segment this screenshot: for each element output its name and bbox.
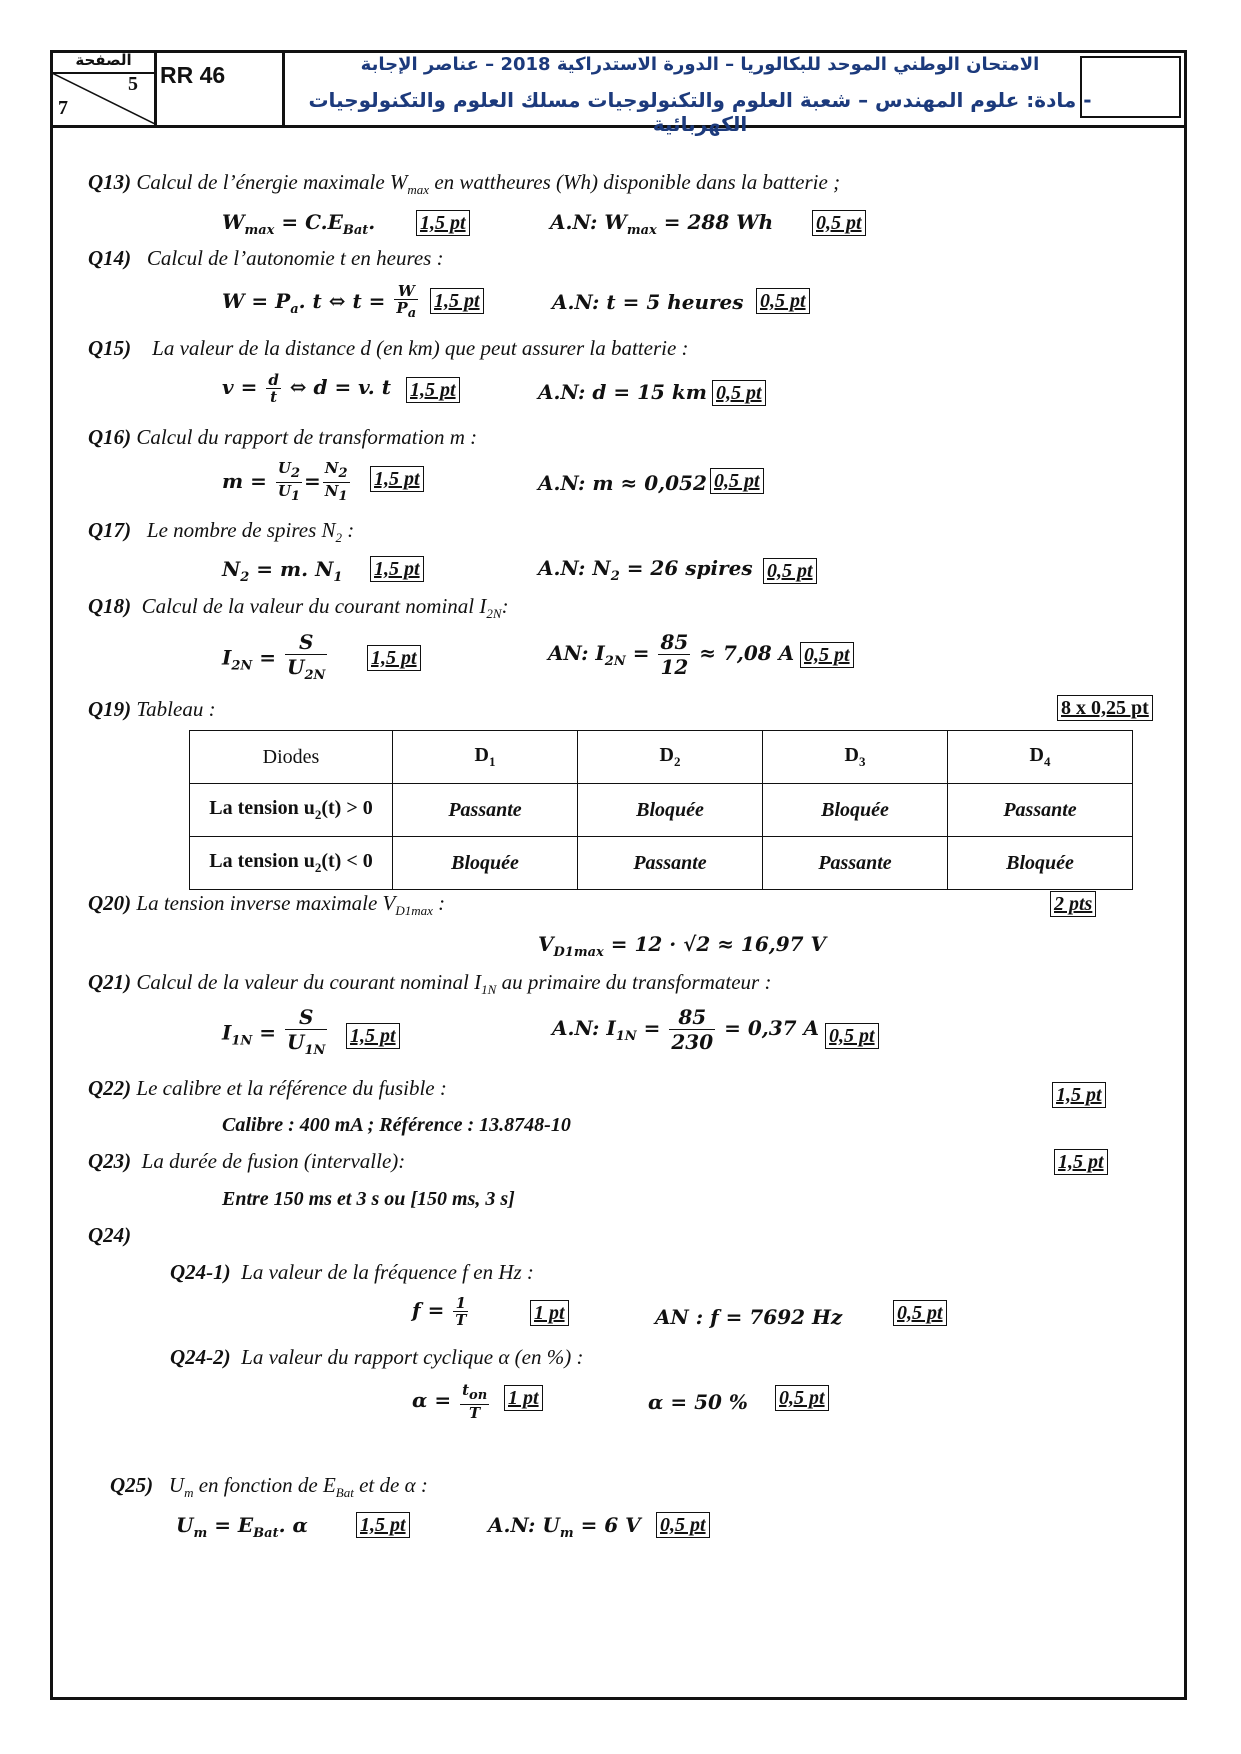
formula-text: = E xyxy=(214,1513,254,1537)
table-header-cell xyxy=(578,731,763,784)
formula-text: W xyxy=(222,210,245,234)
fraction-numerator xyxy=(276,460,302,483)
formula-text: A.N: N xyxy=(538,556,611,580)
question-number: Q21) xyxy=(88,970,132,994)
cell-sub: 2 xyxy=(314,807,322,822)
page-total: 7 xyxy=(58,97,68,119)
question-text-cont: et de α : xyxy=(353,1473,428,1497)
question-number: Q15) xyxy=(88,336,132,360)
table-row xyxy=(190,784,1133,837)
table-header-cell xyxy=(763,731,948,784)
fraction xyxy=(460,1382,489,1421)
page-header xyxy=(50,50,1187,136)
cell-sub: 2 xyxy=(314,860,322,875)
question-number: Q19) xyxy=(88,697,132,721)
formula-sub: on xyxy=(469,1388,488,1403)
formula-text: . xyxy=(368,210,376,234)
question-q25 xyxy=(110,1473,428,1501)
formula-sub: 2 xyxy=(338,466,348,481)
formula-text: = xyxy=(643,1016,661,1040)
fraction xyxy=(323,460,350,505)
question-text: Tableau : xyxy=(136,697,216,721)
question-number: Q17) xyxy=(88,518,132,542)
fraction-denominator xyxy=(323,483,350,505)
formula-q17 xyxy=(222,557,342,585)
formula-text: W = P xyxy=(222,289,291,313)
diodes-table xyxy=(189,730,1133,890)
formula-sub: 1N xyxy=(231,1033,253,1049)
points-badge: 0,5 pt xyxy=(775,1385,829,1411)
points-badge: 0,5 pt xyxy=(812,210,866,236)
formula-text: P xyxy=(396,299,408,317)
table-cell: Bloquée xyxy=(763,784,948,837)
numeric-application-q21 xyxy=(552,1005,819,1054)
points-badge: 8 x 0,25 pt xyxy=(1057,695,1153,721)
formula-text: ≈ 7,08 A xyxy=(699,641,795,665)
fraction-numerator: d xyxy=(268,371,279,389)
fraction-numerator: S xyxy=(285,1005,327,1030)
formula-sub: a xyxy=(290,302,299,317)
fraction-denominator: 230 xyxy=(671,1030,714,1054)
question-text: U xyxy=(168,1473,185,1497)
fraction-numerator: S xyxy=(285,630,327,655)
fraction-numerator xyxy=(323,460,350,483)
formula-sub: 2 xyxy=(610,569,620,584)
formula-sub: 1N xyxy=(615,1029,637,1044)
question-text-cont: : xyxy=(432,891,446,915)
formula-text: m = xyxy=(222,469,267,493)
fraction xyxy=(658,630,690,679)
points-badge: 1,5 pt xyxy=(416,210,470,236)
formula-text: I xyxy=(222,645,232,670)
question-text-cont: : xyxy=(342,518,355,542)
question-text-sub: D1max xyxy=(395,903,433,919)
fraction-denominator: 12 xyxy=(660,655,689,679)
question-text: Le calibre et la référence du fusible : xyxy=(136,1076,447,1100)
question-number: Q24) xyxy=(88,1223,132,1247)
formula-q16 xyxy=(222,460,352,505)
question-text: Calcul de l’autonomie t en heures : xyxy=(146,246,444,270)
formula-sub: 1 xyxy=(338,489,348,504)
formula-sub: 2N xyxy=(304,668,326,683)
fraction-denominator xyxy=(394,300,418,322)
points-badge: 0,5 pt xyxy=(756,288,810,314)
question-number: Q25) xyxy=(110,1473,154,1497)
header-title-line1: الامتحان الوطني الموحد للبكالوريا – الدورة الاستدراكية 2018 – عناصر الإجابة xyxy=(360,54,1040,75)
question-text: Le nombre de spires N xyxy=(146,518,336,542)
formula-text: . t ⇔ t = xyxy=(298,289,386,313)
formula-sub: Bat xyxy=(253,1526,279,1541)
fraction xyxy=(453,1295,468,1328)
formula-text: = 12 · √2 ≈ 16,97 V xyxy=(610,932,827,956)
formula-text: AN: I xyxy=(548,641,605,665)
question-number: Q14) xyxy=(88,246,132,270)
points-badge: 1,5 pt xyxy=(1054,1149,1108,1175)
fraction-numerator: 85 xyxy=(660,630,689,654)
question-q15 xyxy=(88,336,689,361)
cell-text: La tension u xyxy=(209,797,315,819)
formula-sub: m xyxy=(559,1526,574,1541)
question-number: Q16) xyxy=(88,425,132,449)
formula-q24-2 xyxy=(412,1382,491,1421)
formula-q25 xyxy=(176,1513,308,1541)
table-cell: Passante xyxy=(948,784,1133,837)
cell-sub: 1 xyxy=(488,754,496,769)
formula-text: U xyxy=(176,1513,194,1537)
cell-sub: 3 xyxy=(858,754,866,769)
question-q23 xyxy=(88,1149,405,1174)
points-badge: 1,5 pt xyxy=(370,556,424,582)
formula-q21 xyxy=(222,1005,329,1063)
formula-text: A.N: U xyxy=(488,1513,560,1537)
question-text-sub: 2 xyxy=(335,530,343,546)
question-text: La valeur de la fréquence f en Hz : xyxy=(241,1260,534,1284)
page-current: 5 xyxy=(128,73,138,95)
row-label xyxy=(190,837,393,890)
question-number: Q23) xyxy=(88,1149,132,1173)
cell-text: D xyxy=(659,744,674,766)
question-text-cont: au primaire du transformateur : xyxy=(496,970,772,994)
formula-text: N xyxy=(324,459,339,477)
formula-text: I xyxy=(222,1020,232,1045)
question-number: Q18) xyxy=(88,594,132,618)
row-label xyxy=(190,784,393,837)
answer-q23: Entre 150 ms et 3 s ou [150 ms, 3 s] xyxy=(222,1188,515,1210)
numeric-application-q15: A.N: d = 15 km xyxy=(538,380,707,404)
formula-sub: max xyxy=(244,223,275,238)
fraction-denominator: T xyxy=(469,1404,481,1422)
question-text: Calcul du rapport de transformation m : xyxy=(136,425,478,449)
question-number: Q13) xyxy=(88,170,132,194)
table-cell: Bloquée xyxy=(948,837,1133,890)
points-badge: 0,5 pt xyxy=(710,468,764,494)
points-badge: 0,5 pt xyxy=(763,558,817,584)
formula-sub: 2 xyxy=(240,570,250,585)
fraction-denominator xyxy=(285,655,327,688)
points-badge: 1,5 pt xyxy=(346,1023,400,1049)
formula-text: N xyxy=(324,482,339,500)
formula-text: t xyxy=(462,1381,470,1399)
points-badge: 0,5 pt xyxy=(893,1300,947,1326)
formula-text: = xyxy=(632,641,650,665)
formula-q20 xyxy=(538,932,826,960)
numeric-application-q14: A.N: t = 5 heures xyxy=(552,290,744,314)
table-header-cell xyxy=(393,731,578,784)
formula-text: = xyxy=(259,645,277,670)
formula-text: A.N: I xyxy=(552,1016,616,1040)
formula-text: U xyxy=(287,1030,305,1054)
fraction-denominator xyxy=(276,483,302,505)
page-number-box xyxy=(50,50,157,125)
question-q16 xyxy=(88,425,477,450)
formula-text: V xyxy=(538,932,554,956)
numeric-application-q25 xyxy=(488,1513,641,1541)
points-badge: 0,5 pt xyxy=(656,1512,710,1538)
page-label: الصفحة xyxy=(50,50,157,74)
fraction xyxy=(266,372,281,405)
formula-sub: 1N xyxy=(304,1043,326,1058)
question-q20 xyxy=(88,891,445,919)
cell-text: La tension u xyxy=(209,850,315,872)
points-badge: 1,5 pt xyxy=(370,466,424,492)
cell-sub: 4 xyxy=(1043,754,1051,769)
question-text-sub: m xyxy=(184,1485,194,1501)
question-number: Q24-2) xyxy=(170,1345,231,1369)
formula-q24-1 xyxy=(412,1295,470,1328)
formula-sub: 2 xyxy=(290,466,300,481)
table-header-row xyxy=(190,731,1133,784)
fraction xyxy=(669,1005,715,1054)
question-text: La valeur du rapport cyclique α (en %) : xyxy=(241,1345,584,1369)
table-row xyxy=(190,837,1133,890)
cell-text: D xyxy=(1029,744,1044,766)
question-text-sub: max xyxy=(407,182,430,198)
question-q24-2 xyxy=(170,1345,583,1370)
question-q21 xyxy=(88,970,771,998)
formula-text: α = xyxy=(412,1388,452,1412)
formula-q14 xyxy=(222,283,420,322)
formula-text: f = xyxy=(412,1298,445,1322)
points-badge: 0,5 pt xyxy=(825,1023,879,1049)
fraction-denominator: t xyxy=(270,388,278,406)
formula-sub: 2N xyxy=(604,654,626,669)
question-q24-1 xyxy=(170,1260,534,1285)
question-text-sub: 1N xyxy=(481,982,497,998)
question-number: Q24-1) xyxy=(170,1260,231,1284)
fraction-numerator: 1 xyxy=(453,1295,468,1312)
numeric-application-q18 xyxy=(548,630,794,679)
question-q14 xyxy=(88,246,444,271)
cell-sub: 2 xyxy=(673,754,681,769)
table-cell: Passante xyxy=(393,784,578,837)
formula-q15 xyxy=(222,372,391,405)
cell-text: (t) < 0 xyxy=(321,850,373,872)
formula-text: ⇔ d = v. t xyxy=(289,375,391,399)
numeric-application-q16: A.N: m ≈ 0,052 xyxy=(538,471,707,495)
formula-sub: D1max xyxy=(553,945,604,960)
formula-q13 xyxy=(222,210,375,238)
question-number: Q20) xyxy=(88,891,132,915)
formula-sub: 1 xyxy=(333,570,343,585)
fraction-denominator xyxy=(285,1030,327,1063)
points-badge: 1 pt xyxy=(530,1300,569,1326)
table-cell: Passante xyxy=(763,837,948,890)
fraction-numerator: 85 xyxy=(669,1005,715,1030)
cell-text: (t) > 0 xyxy=(321,797,373,819)
fraction xyxy=(394,283,418,322)
question-q13 xyxy=(88,170,840,198)
question-text-sub: Bat xyxy=(335,1485,354,1501)
points-badge: 1 pt xyxy=(504,1385,543,1411)
fraction-numerator xyxy=(460,1382,489,1405)
table-header-cell xyxy=(948,731,1133,784)
formula-text: A.N: W xyxy=(550,210,627,234)
points-badge: 1,5 pt xyxy=(1052,1082,1106,1108)
fraction xyxy=(276,460,302,505)
formula-sub: a xyxy=(407,306,417,321)
numeric-application-q24-1: AN : f = 7692 Hz xyxy=(655,1305,843,1329)
question-text-cont: en fonction de E xyxy=(193,1473,336,1497)
question-text: La durée de fusion (intervalle): xyxy=(141,1149,406,1173)
table-header-cell: Diodes xyxy=(190,731,393,784)
formula-text: U xyxy=(287,655,305,679)
question-q18 xyxy=(88,594,509,622)
formula-text: = 288 Wh xyxy=(663,210,774,234)
question-number: Q22) xyxy=(88,1076,132,1100)
formula-text: = xyxy=(259,1020,277,1045)
question-text: Calcul de la valeur du courant nominal I xyxy=(136,970,482,994)
formula-text: U xyxy=(277,482,291,500)
formula-text: v = xyxy=(222,375,258,399)
question-q17 xyxy=(88,518,354,546)
points-badge: 1,5 pt xyxy=(430,288,484,314)
header-title-line2: - مادة: علوم المهندس – شعبة العلوم والتكنولوجيات مسلك العلوم والتكنولوجيات الكهربائية xyxy=(308,88,1092,136)
question-q24 xyxy=(88,1223,131,1248)
table-cell: Passante xyxy=(578,837,763,890)
points-badge: 2 pts xyxy=(1050,891,1096,917)
points-badge: 0,5 pt xyxy=(800,642,854,668)
question-text-cont: : xyxy=(501,594,509,618)
formula-text: N xyxy=(222,557,241,581)
table-cell: Bloquée xyxy=(578,784,763,837)
formula-text: . α xyxy=(278,1513,308,1537)
formula-sub: max xyxy=(626,223,657,238)
formula-text: U xyxy=(277,459,291,477)
fraction-numerator: W xyxy=(394,283,418,300)
cell-text: D xyxy=(844,744,859,766)
formula-sub: m xyxy=(193,1526,208,1541)
question-q19 xyxy=(88,697,216,722)
formula-text: = 6 V xyxy=(580,1513,641,1537)
formula-sub: 2N xyxy=(231,658,253,674)
question-text: Calcul de l’énergie maximale W xyxy=(136,170,408,194)
numeric-application-q17 xyxy=(538,556,753,584)
points-badge: 1,5 pt xyxy=(356,1512,410,1538)
formula-text: = C.E xyxy=(281,210,343,234)
table-cell: Bloquée xyxy=(393,837,578,890)
formula-text: = 26 spires xyxy=(626,556,753,580)
exam-code: RR 46 xyxy=(157,50,285,125)
empty-header-box xyxy=(1080,56,1181,118)
formula-sub: 1 xyxy=(290,489,300,504)
question-text: Calcul de la valeur du courant nominal I xyxy=(141,594,487,618)
formula-text: = m. N xyxy=(256,557,334,581)
fraction xyxy=(285,1005,327,1063)
fraction xyxy=(285,630,327,688)
question-text: La tension inverse maximale V xyxy=(136,891,396,915)
points-badge: 1,5 pt xyxy=(367,645,421,671)
fraction-denominator: T xyxy=(455,1311,467,1329)
formula-text: = 0,37 A xyxy=(724,1016,820,1040)
numeric-application-q13 xyxy=(550,210,773,238)
question-q22 xyxy=(88,1076,447,1101)
formula-q18 xyxy=(222,630,329,688)
points-badge: 0,5 pt xyxy=(712,380,766,406)
question-text-cont: en wattheures (Wh) disponible dans la batterie ; xyxy=(429,170,841,194)
numeric-application-q24-2: α = 50 % xyxy=(648,1390,748,1414)
question-text: La valeur de la distance d (en km) que peut assurer la batterie : xyxy=(152,336,689,360)
question-text-sub: 2N xyxy=(486,606,502,622)
formula-sub: Bat xyxy=(342,223,369,238)
points-badge: 1,5 pt xyxy=(406,377,460,403)
cell-text: D xyxy=(474,744,489,766)
formula-text: = xyxy=(304,469,321,493)
answer-q22: Calibre : 400 mA ; Référence : 13.8748-10 xyxy=(222,1114,571,1136)
